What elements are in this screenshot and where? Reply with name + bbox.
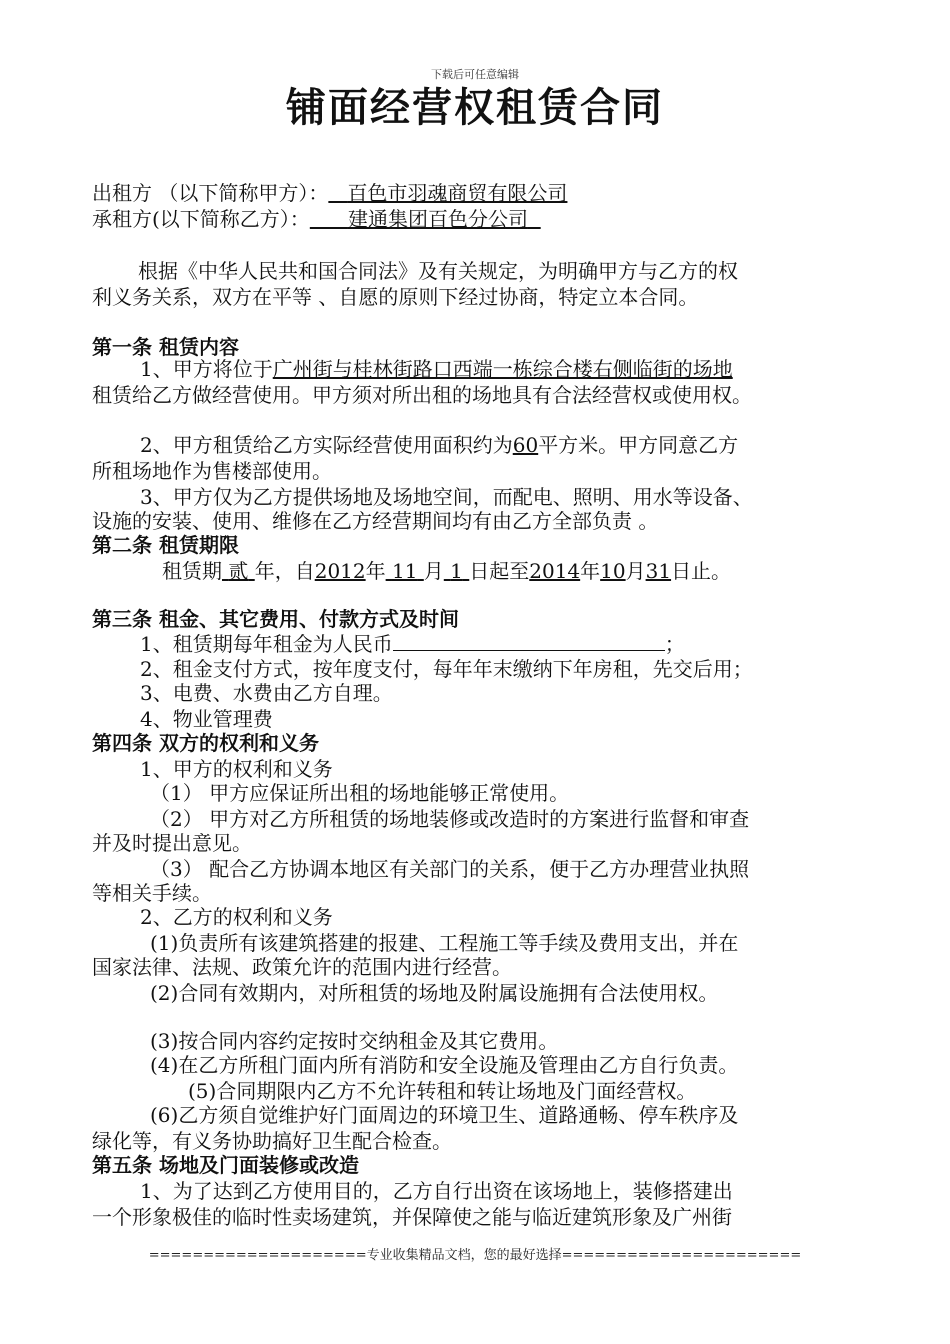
- preamble-line-2: 利义务关系，双方在平等 、自愿的原则下经过协商，特定立本合同。: [92, 285, 699, 309]
- party-b-rights-title: 2、乙方的权利和义务: [140, 905, 333, 929]
- article-1-clause-3: 3、甲方仅为乙方提供场地及场地空间，而配电、照明、用水等设备、: [140, 485, 753, 509]
- article-1-clause-1: 1、甲方将位于广州街与桂林街路口西端一栋综合楼右侧临街的场地: [140, 357, 733, 381]
- party-a-rights-title: 1、甲方的权利和义务: [140, 757, 333, 781]
- start-month: 11: [391, 559, 418, 583]
- article-1-heading: 第一条 租赁内容: [92, 335, 239, 359]
- start-day: 1: [450, 559, 463, 583]
- lessor-name: 百色市羽魂商贸有限公司: [347, 181, 568, 205]
- party-b-item-2: (2)合同有效期内，对所租赁的场地及附属设施拥有合法使用权。: [150, 981, 719, 1005]
- party-b-item-5: (5)合同期限内乙方不允许转租和转让场地及门面经营权。: [188, 1079, 697, 1103]
- lessee-label: 承租方(以下简称乙方）：: [92, 207, 310, 231]
- party-a-item-3-cont: 等相关手续。: [92, 881, 212, 905]
- footer-banner: ====================专业收集精品文档，您的最好选择======================: [148, 1248, 802, 1263]
- document-title: 铺面经营权租赁合同: [286, 84, 664, 131]
- article-1-clause-1-cont: 租赁给乙方做经营使用。甲方须对所出租的场地具有合法经营权或使用权。: [92, 383, 752, 407]
- party-a-item-1: （1） 甲方应保证所出租的场地能够正常使用。: [150, 781, 570, 805]
- lease-years: 贰: [228, 559, 249, 583]
- edit-hint: 下载后可任意编辑: [431, 68, 519, 81]
- lessor-line: [92, 180, 567, 206]
- article-3-heading: 第三条 租金、其它费用、付款方式及时间: [92, 607, 459, 631]
- party-a-item-2-cont: 并及时提出意见。: [92, 831, 252, 855]
- party-b-item-3: (3)按合同内容约定按时交纳租金及其它费用。: [150, 1029, 559, 1053]
- party-b-item-6: (6)乙方须自觉维护好门面周边的环境卫生、道路通畅、停车秩序及: [150, 1103, 739, 1127]
- area-value: 60: [512, 433, 539, 457]
- preamble-line-1: 根据《中华人民共和国合同法》及有关规定，为明确甲方与乙方的权: [138, 259, 738, 283]
- end-month: 10: [600, 559, 626, 583]
- article-4-heading: 第四条 双方的权利和义务: [92, 731, 319, 755]
- premises-location: 广州街与桂林街路口西端一栋综合楼右侧临街的场地: [272, 357, 733, 381]
- party-b-item-6-cont: 绿化等，有义务协助搞好卫生配合检查。: [92, 1129, 452, 1153]
- end-year: 2014: [529, 559, 581, 583]
- article-2-heading: 第二条 租赁期限: [92, 533, 239, 557]
- article-5-heading: 第五条 场地及门面装修或改造: [92, 1153, 359, 1177]
- lease-term-line: 租赁期 贰 年，自2012年 11 月 1 日起至2014年10月31日止。: [162, 559, 732, 583]
- rent-amount-line: 1、租赁期每年租金为人民币 ；: [140, 632, 685, 656]
- article-5-clause-1: 1、为了达到乙方使用目的，乙方自行出资在该场地上，装修搭建出: [140, 1179, 733, 1203]
- utilities-line: 3、电费、水费由乙方自理。: [140, 681, 393, 705]
- property-fee-line: 4、物业管理费: [140, 707, 273, 731]
- payment-method-line: 2、租金支付方式，按年度支付，每年年末缴纳下年房租，先交后用；: [140, 657, 753, 681]
- article-1-clause-3-cont: 设施的安装、使用、维修在乙方经营期间均有由乙方全部负责 。: [92, 509, 659, 533]
- article-5-clause-1-cont: 一个形象极佳的临时性卖场建筑，并保障使之能与临近建筑形象及广州街: [92, 1205, 732, 1229]
- lessee-name: 建通集团百色分公司: [347, 207, 528, 231]
- rent-amount-blank: [393, 630, 665, 651]
- lessor-label: 出租方 （以下简称甲方）：: [92, 181, 329, 205]
- article-1-clause-2: 2、甲方租赁给乙方实际经营使用面积约为60平方米。甲方同意乙方: [140, 433, 739, 457]
- article-1-clause-2-cont: 所租场地作为售楼部使用。: [92, 459, 332, 483]
- end-day: 31: [645, 559, 672, 583]
- start-year: 2012: [314, 559, 366, 583]
- party-b-item-1: (1)负责所有该建筑搭建的报建、工程施工等手续及费用支出，并在: [150, 931, 739, 955]
- party-a-item-2: （2） 甲方对乙方所租赁的场地装修或改造时的方案进行监督和审查: [150, 807, 750, 831]
- party-b-item-4: (4)在乙方所租门面内所有消防和安全设施及管理由乙方自行负责。: [150, 1053, 739, 1077]
- lessee-line: [92, 206, 541, 232]
- party-b-item-1-cont: 国家法律、法规、政策允许的范围内进行经营。: [92, 955, 512, 979]
- party-a-item-3: （3） 配合乙方协调本地区有关部门的关系，便于乙方办理营业执照: [150, 857, 750, 881]
